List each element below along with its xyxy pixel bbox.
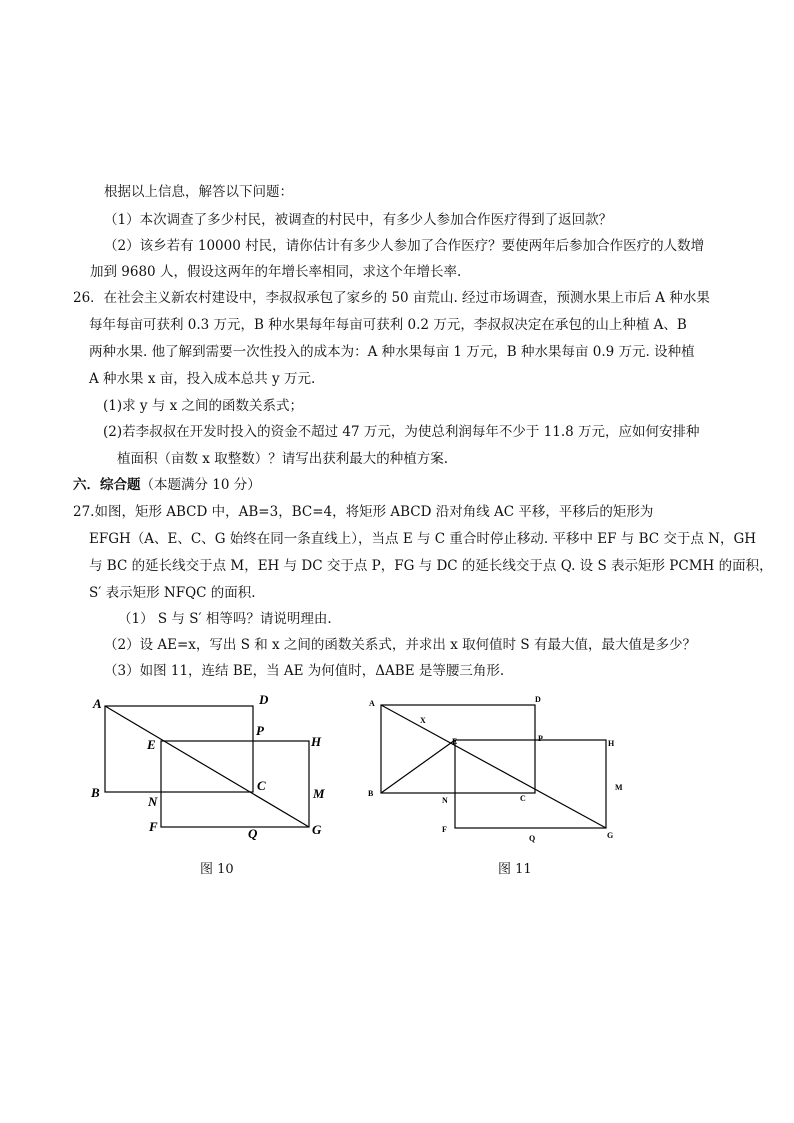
fig11-label-q: Q xyxy=(529,834,536,843)
diagonal-ag xyxy=(105,706,309,827)
fig10-label-q: Q xyxy=(248,826,258,841)
fig10-label-a: A xyxy=(93,696,102,711)
rect-efgh xyxy=(455,740,606,828)
fig10-label-n: N xyxy=(148,794,158,809)
section-6-note: （本题满分 10 分） xyxy=(140,477,261,493)
fig11-label-m: M xyxy=(615,783,623,792)
q26-sub-1: (1)求 y 与 x 之间的函数关系式； xyxy=(103,398,304,414)
fig11-label-p: P xyxy=(538,734,543,743)
fig11-label-d: D xyxy=(535,695,541,704)
fig11-label-x: X xyxy=(420,716,426,725)
section-6-header xyxy=(73,476,261,494)
fig10-label-b: B xyxy=(91,785,100,800)
q26-line-1: 26．在社会主义新农村建设中，李叔叔承包了家乡的 50 亩荒山. 经过市场调查，预测水果上市后 A 种水果 xyxy=(73,290,710,306)
intro-question-2-line-2: 加到 9680 人，假设这两年的年增长率相同，求这个年增长率. xyxy=(90,264,462,280)
intro-lead: 根据以上信息，解答以下问题： xyxy=(104,184,293,200)
figure-10 xyxy=(85,690,335,850)
q26-line-3: 两种水果. 他了解到需要一次性投入的成本为：A 种水果每亩 1 万元，B 种水果每亩 0.9 万元. 设种植 xyxy=(89,344,695,360)
fig10-label-e: E xyxy=(147,737,156,752)
figure-11-caption: 图 11 xyxy=(498,862,532,877)
q27-line-3: 与 BC 的延长线交于点 M，EH 与 DC 交于点 P，FG 与 DC 的延长线交于点 Q. 设 S 表示矩形 PCMH 的面积， xyxy=(89,558,773,574)
intro-question-1: （1）本次调查了多少村民，被调查的村民中，有多少人参加合作医疗得到了返回款？ xyxy=(104,212,613,228)
fig11-label-h: H xyxy=(608,739,615,748)
fig11-label-n: N xyxy=(442,796,448,805)
fig11-label-e: E xyxy=(452,737,458,746)
q27-sub-1: （1） S 与 S′ 相等吗？请说明理由. xyxy=(118,611,332,627)
diagonal-ag xyxy=(381,705,606,828)
fig11-label-g: G xyxy=(607,831,614,840)
fig11-label-c: C xyxy=(520,794,526,803)
fig10-label-d: D xyxy=(259,692,269,707)
q27-sub-2: （2）设 AE=x，写出 S 和 x 之间的函数关系式，并求出 x 取何值时 S 有最大值，最大值是多少？ xyxy=(104,637,696,653)
q26-line-4: A 种水果 x 亩，投入成本总共 y 万元. xyxy=(89,371,316,387)
q27-line-2: EFGH（A、E、C、G 始终在同一条直线上），当点 E 与 C 重合时停止移动. 平移中 EF 与 BC 交于点 N，GH xyxy=(89,531,757,547)
fig11-label-f: F xyxy=(442,825,447,834)
q27-sub-3: （3）如图 11，连结 BE，当 AE 为何值时，ΔABE 是等腰三角形. xyxy=(104,663,505,679)
figure-11 xyxy=(360,690,630,850)
fig10-label-g: G xyxy=(312,822,322,837)
q27-line-4: S′ 表示矩形 NFQC 的面积. xyxy=(89,585,256,601)
intro-question-2-line-1: （2）该乡若有 10000 村民，请你估计有多少人参加了合作医疗？要使两年后参加合作医疗的人数增 xyxy=(104,238,705,254)
fig10-label-p: P xyxy=(256,723,264,738)
figure-10-caption: 图 10 xyxy=(200,862,234,877)
section-6-title: 六．综合题 xyxy=(73,477,141,493)
q27-line-1: 27.如图，矩形 ABCD 中，AB=3，BC=4，将矩形 ABCD 沿对角线 AC 平移，平移后的矩形为 xyxy=(73,504,654,520)
q26-sub-2-line-1: (2)若李叔叔在开发时投入的资金不超过 47 万元，为使总利润每年不少于 11.8 万元，应如何安排种 xyxy=(103,424,700,440)
q26-sub-2-line-2: 植面积（亩数 x 取整数）？请写出获利最大的种植方案. xyxy=(117,451,448,467)
fig10-label-c: C xyxy=(257,778,266,793)
fig11-label-b: B xyxy=(368,789,374,798)
q26-line-2: 每年每亩可获利 0.3 万元，B 种水果每年每亩可获利 0.2 万元，李叔叔决定在承包的山上种植 A、B xyxy=(89,317,687,333)
fig10-label-h: H xyxy=(311,734,322,749)
segment-be xyxy=(381,740,455,793)
fig10-label-f: F xyxy=(149,819,158,834)
fig10-label-m: M xyxy=(313,786,325,801)
fig11-label-a: A xyxy=(369,699,375,708)
